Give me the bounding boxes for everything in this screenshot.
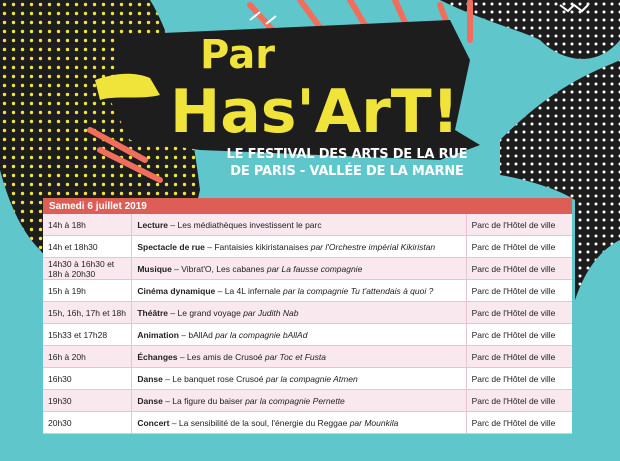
activity-description: – La 4L infernale — [215, 285, 283, 296]
activity-cell — [132, 258, 466, 280]
time-cell: 19h30 — [43, 390, 132, 412]
activity-cell — [132, 390, 466, 412]
genre-label: Concert — [137, 417, 170, 428]
time-cell: 16h à 20h — [43, 346, 132, 368]
activity-description: – bAllAd — [178, 329, 216, 340]
place-cell: Parc de l'Hôtel de ville — [466, 236, 572, 258]
activity-description: – Le banquet rose Crusoé — [162, 373, 266, 384]
activity-description: – Fantaisies kikiristanaises — [204, 241, 311, 252]
program-rows — [43, 214, 572, 434]
genre-label: Spectacle de rue — [137, 241, 205, 252]
company-credit: par la compagnie Atmen — [265, 373, 358, 384]
activity-description: – La figure du baiser — [162, 395, 246, 406]
genre-label: Danse — [137, 373, 163, 384]
activity-description: – Le grand voyage — [168, 307, 244, 318]
genre-label: Animation — [137, 329, 179, 340]
activity-description: – La sensibilité de la soul, l'énergie du Reggae — [169, 417, 350, 428]
time-cell: 15h, 16h, 17h et 18h — [43, 302, 132, 324]
program-table — [43, 198, 572, 434]
activity-cell — [132, 368, 466, 390]
time-cell: 14h30 à 16h30 et 18h à 20h30 — [43, 258, 132, 280]
place-cell: Parc de l'Hôtel de ville — [466, 412, 572, 434]
time-cell: 15h33 et 17h28 — [43, 324, 132, 346]
table-row — [43, 302, 572, 324]
table-row — [43, 324, 572, 346]
subtitle-line1: LE FESTIVAL DES ARTS DE LA RUE — [226, 147, 468, 162]
activity-cell — [132, 302, 466, 324]
table-row — [43, 214, 572, 236]
genre-label: Théâtre — [137, 307, 169, 318]
place-cell: Parc de l'Hôtel de ville — [466, 214, 572, 236]
company-credit: par l'Orchestre impérial Kikiristan — [310, 241, 436, 252]
company-credit: par la compagnie Pernette — [245, 395, 345, 406]
genre-label: Musique — [137, 263, 172, 274]
place-cell: Parc de l'Hôtel de ville — [466, 324, 572, 346]
activity-cell — [132, 236, 466, 258]
activity-cell — [132, 214, 466, 236]
table-row — [43, 412, 572, 434]
time-cell: 14h à 18h — [43, 214, 132, 236]
activity-description: – Les médiathèques investissent le parc — [168, 219, 322, 230]
place-cell: Parc de l'Hôtel de ville — [466, 258, 572, 280]
table-row — [43, 390, 572, 412]
genre-label: Cinéma dynamique — [137, 285, 216, 296]
subtitle-line2: DE PARIS - VALLÉE DE LA MARNE — [230, 164, 464, 179]
genre-label: Danse — [137, 395, 163, 406]
activity-cell — [132, 324, 466, 346]
title-line2: Has'ArT! — [170, 77, 460, 147]
activity-cell — [132, 280, 466, 302]
place-cell: Parc de l'Hôtel de ville — [466, 302, 572, 324]
title-line1: Par — [200, 32, 275, 78]
table-row — [43, 346, 572, 368]
activity-cell — [132, 412, 466, 434]
company-credit: par Mounkila — [349, 417, 399, 428]
time-cell: 14h et 18h30 — [43, 236, 132, 258]
company-credit: par la compagnie Tu t'attendais à quoi ? — [283, 285, 434, 296]
company-credit: par La fausse compagnie — [266, 263, 363, 274]
place-cell: Parc de l'Hôtel de ville — [466, 346, 572, 368]
company-credit: par Toc et Fusta — [264, 351, 326, 362]
time-cell: 20h30 — [43, 412, 132, 434]
company-credit: par la compagnie bAllAd — [215, 329, 308, 340]
table-row — [43, 236, 572, 258]
table-row — [43, 280, 572, 302]
activity-cell — [132, 346, 466, 368]
place-cell: Parc de l'Hôtel de ville — [466, 368, 572, 390]
day-header: Samedi 6 juillet 2019 — [43, 198, 572, 214]
place-cell: Parc de l'Hôtel de ville — [466, 390, 572, 412]
time-cell: 16h30 — [43, 368, 132, 390]
table-row — [43, 368, 572, 390]
genre-label: Échanges — [137, 351, 178, 362]
time-cell: 15h à 19h — [43, 280, 132, 302]
activity-description: – Vibrat'O, Les cabanes — [171, 263, 267, 274]
place-cell: Parc de l'Hôtel de ville — [466, 280, 572, 302]
table-row — [43, 258, 572, 280]
genre-label: Lecture — [137, 219, 169, 230]
company-credit: par Judith Nab — [243, 307, 299, 318]
activity-description: – Les amis de Crusoé — [177, 351, 265, 362]
